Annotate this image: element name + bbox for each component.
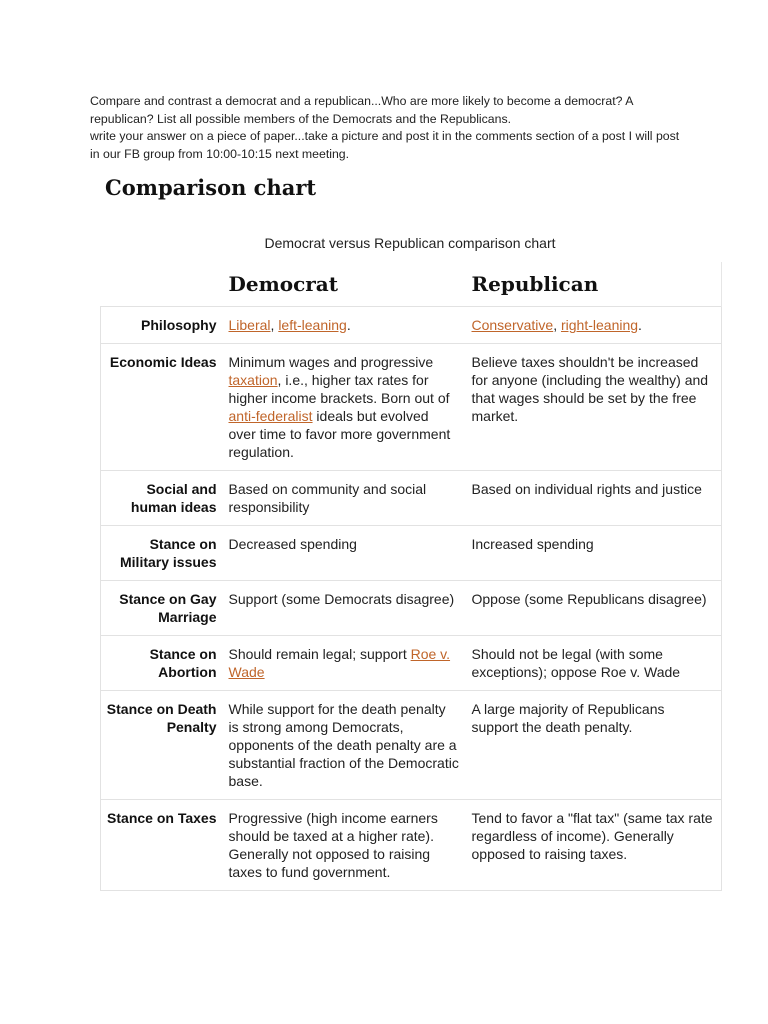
democrat-cell: Decreased spending <box>223 526 466 581</box>
democrat-cell: Liberal, left-leaning. <box>223 307 466 344</box>
democrat-cell: Support (some Democrats disagree) <box>223 581 466 636</box>
table-row-gay-marriage <box>101 581 722 636</box>
row-label: Stance on Military issues <box>101 526 223 581</box>
row-label: Stance on Death Penalty <box>101 691 223 800</box>
democrat-cell: Based on community and social responsibility <box>223 471 466 526</box>
instructions-line-1: Compare and contrast a democrat and a republican...Who are more likely to become a democrat? A republican? List all possible members of the Democrats and the Republicans. <box>90 94 633 126</box>
democrat-cell: Should remain legal; support Roe v. Wade <box>223 636 466 691</box>
republican-cell: Should not be legal (with some exceptions); oppose Roe v. Wade <box>466 636 722 691</box>
republican-cell: Tend to favor a "flat tax" (same tax rate regardless of income). Generally opposed to raising taxes. <box>466 800 722 891</box>
table-row-abortion <box>101 636 722 691</box>
table-row-social-ideas <box>101 471 722 526</box>
column-header-republican: Republican <box>466 262 722 307</box>
row-label: Social and human ideas <box>101 471 223 526</box>
comparison-table <box>100 262 722 891</box>
republican-cell: Believe taxes shouldn't be increased for anyone (including the wealthy) and that wages should be set by the free market. <box>466 344 722 471</box>
row-label: Philosophy <box>101 307 223 344</box>
republican-cell: Conservative, right-leaning. <box>466 307 722 344</box>
democrat-cell: While support for the death penalty is strong among Democrats, opponents of the death penalty are a substantial fraction of the Democratic base. <box>223 691 466 800</box>
row-label: Stance on Abortion <box>101 636 223 691</box>
instructions-line-2: write your answer on a piece of paper...take a picture and post it in the comments section of a post I will post in our FB group from 10:00-10:15 next meeting. <box>90 129 680 161</box>
header-corner <box>101 262 223 307</box>
republican-cell: A large majority of Republicans support the death penalty. <box>466 691 722 800</box>
row-label: Economic Ideas <box>101 344 223 471</box>
link-taxation[interactable]: taxation <box>228 372 278 388</box>
table-row-taxes <box>101 800 722 891</box>
link-liberal[interactable]: Liberal <box>228 317 271 333</box>
table-row-economic-ideas <box>101 344 722 471</box>
table-row-philosophy <box>101 307 722 344</box>
table-header-row <box>101 262 722 307</box>
link-conservative[interactable]: Conservative <box>471 317 554 333</box>
democrat-cell: Progressive (high income earners should be taxed at a higher rate). Generally not opposed to raising taxes to fund government. <box>223 800 466 891</box>
link-left-leaning[interactable]: left-leaning <box>278 317 347 333</box>
row-label: Stance on Gay Marriage <box>101 581 223 636</box>
link-anti-federalist[interactable]: anti-federalist <box>228 408 313 424</box>
assignment-instructions <box>90 93 690 163</box>
row-label: Stance on Taxes <box>101 800 223 891</box>
table-row-death-penalty <box>101 691 722 800</box>
link-roe-v-wade[interactable]: Roe v. Wade <box>228 646 451 680</box>
table-caption: Democrat versus Republican comparison chart <box>264 235 556 251</box>
republican-cell: Increased spending <box>466 526 722 581</box>
republican-cell: Oppose (some Republicans disagree) <box>466 581 722 636</box>
table-row-military <box>101 526 722 581</box>
republican-cell: Based on individual rights and justice <box>466 471 722 526</box>
section-title: Comparison chart <box>105 175 317 200</box>
democrat-cell: Minimum wages and progressive taxation, i.e., higher tax rates for higher income brackets. Born out of anti-federalist ideals but evolved over time to favor more government regulation. <box>223 344 466 471</box>
link-right-leaning[interactable]: right-leaning <box>560 317 639 333</box>
column-header-democrat: Democrat <box>228 272 338 296</box>
